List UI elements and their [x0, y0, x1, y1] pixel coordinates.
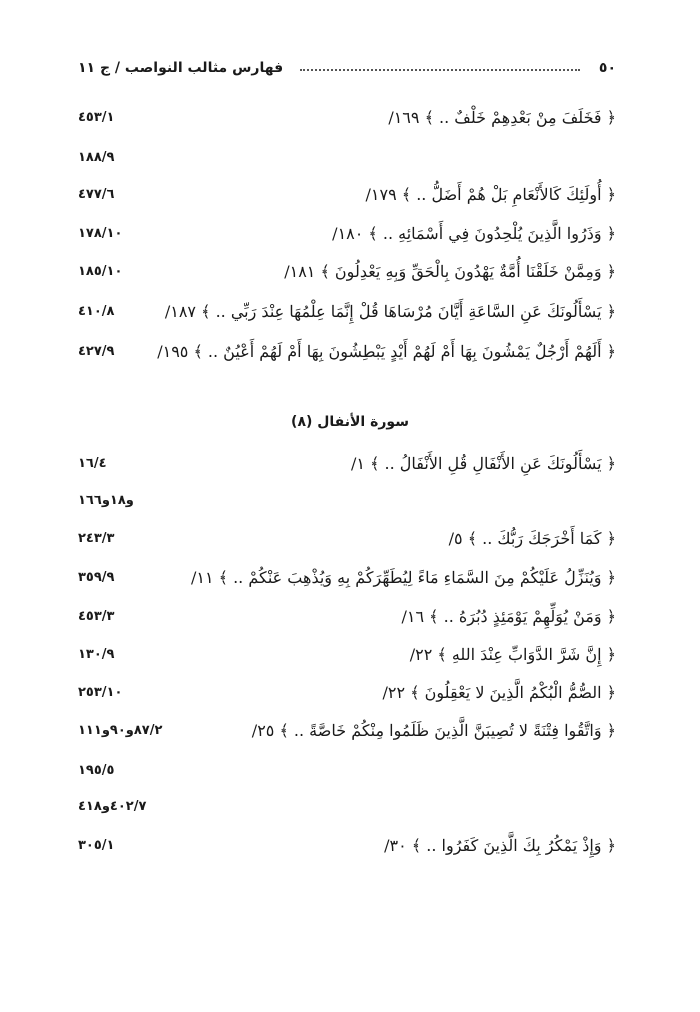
page-reference: ٤٢٧/٩	[78, 344, 115, 359]
verse-text: ﴿ كَمَا أَخْرَجَكَ رَبُّكَ .. ﴾ ٥/	[448, 529, 616, 548]
index-entry	[78, 219, 616, 249]
verse-text: ﴿ وَيُنَزِّلُ عَلَيْكُمْ مِنَ السَّمَاءِ مَاءً لِيُطَهِّرَكُمْ بِهِ وَيُذْهِبَ عَنْكُمْ .. ﴾ ١١/	[190, 568, 616, 587]
index-entry	[78, 756, 616, 786]
index-entry	[78, 563, 616, 593]
verse-text: ﴿ أُولَئِكَ كَالأَنْعَامِ بَلْ هُمْ أَضَلُّ .. ﴾ ١٧٩/	[365, 185, 616, 204]
surah-heading: سورة الأنفال (٨)	[291, 414, 409, 430]
page-reference: ٤٥٣/٣	[78, 609, 115, 624]
page-reference: ١٣٠/٩	[78, 647, 115, 662]
verse-text: ﴿ وَإِذْ يَمْكُرُ بِكَ الَّذِينَ كَفَرُوا .. ﴾ ٣٠/	[384, 836, 616, 855]
page-reference: و١٨و١٦٦	[78, 493, 134, 508]
index-entry	[78, 297, 616, 327]
verse-text: ﴿ فَخَلَفَ مِنْ بَعْدِهِمْ خَلْفٌ .. ﴾ ١٦٩/	[388, 108, 616, 127]
verse-text: ﴿ وَمِمَّنْ خَلَقْنَا أُمَّةٌ يَهْدُونَ بِالْحَقِّ وَبِهِ يَعْدِلُونَ ﴾ ١٨١/	[284, 262, 616, 281]
page-reference: ٤٥٣/١	[78, 110, 115, 125]
page-reference: ٨٧/٢و٩٠و١١١	[78, 723, 163, 738]
page-reference: ٤١٠/٨	[78, 304, 115, 319]
index-entry	[78, 524, 616, 554]
index-entry	[78, 143, 616, 173]
page-reference: ١٨٥/١٠	[78, 264, 123, 279]
index-entry	[78, 831, 616, 861]
index-entry	[78, 678, 616, 708]
page-reference: ١٦/٤	[78, 456, 107, 471]
page-reference: ٤٧٧/٦	[78, 187, 115, 202]
verse-text: ﴿ وَاتَّقُوا فِتْنَةً لا تُصِيبَنَّ الَّذِينَ ظَلَمُوا مِنْكُمْ خَاصَّةً .. ﴾ ٢٥/	[251, 721, 616, 740]
page-reference: ٢٥٣/١٠	[78, 685, 123, 700]
index-entry	[78, 103, 616, 133]
page-reference: ١٩٥/٥	[78, 763, 115, 778]
index-entry	[78, 449, 616, 479]
index-entry	[78, 257, 616, 287]
verse-text: ﴿ أَلَهُمْ أَرْجُلٌ يَمْشُونَ بِهَا أَمْ لَهُمْ أَيْدٍ يَبْطِشُونَ بِهَا أَمْ لَهُمْ أَعْيُنٌ .. ﴾ ١٩٥/	[157, 342, 616, 361]
index-entry	[78, 792, 616, 822]
verse-text: ﴿ يَسْأَلُونَكَ عَنِ السَّاعَةِ أَيَّانَ مُرْسَاهَا قُلْ إِنَّمَا عِلْمُهَا عِنْدَ رَبِّي .. ﴾ ١٨٧/	[164, 302, 616, 321]
page-reference: ١٧٨/١٠	[78, 226, 123, 241]
index-entry	[78, 486, 616, 516]
page-reference: ٤٠٢/٧و٤١٨	[78, 799, 147, 814]
index-entry	[78, 716, 616, 746]
header-leader-dots	[300, 69, 580, 71]
page-reference: ٣٥٩/٩	[78, 570, 115, 585]
page-reference: ١٨٨/٩	[78, 150, 115, 165]
index-entry	[78, 180, 616, 210]
verse-text: ﴿ وَمَنْ يُوَلِّهِمْ يَوْمَئِذٍ دُبُرَهُ .. ﴾ ١٦/	[401, 607, 616, 626]
verse-text: ﴿ إِنَّ شَرَّ الدَّوَابِّ عِنْدَ اللهِ ﴾ ٢٢/	[409, 645, 616, 664]
book-title: فهارس مثالب النواصب / ج ١١	[78, 60, 284, 76]
verse-text: ﴿ وَذَرُوا الَّذِينَ يُلْحِدُونَ فِي أَسْمَائِهِ .. ﴾ ١٨٠/	[332, 224, 616, 243]
page-reference: ٣٠٥/١	[78, 838, 115, 853]
index-entry	[78, 640, 616, 670]
index-entry	[78, 602, 616, 632]
verse-text: ﴿ يَسْأَلُونَكَ عَنِ الأَنْفَالِ قُلِ الأَنْفَالُ .. ﴾ ١/	[351, 454, 616, 473]
page-reference: ٢٤٣/٣	[78, 531, 115, 546]
page-header	[78, 60, 616, 84]
verse-text: ﴿ الصُّمُّ الْبُكْمُ الَّذِينَ لا يَعْقِلُونَ ﴾ ٢٢/	[382, 683, 616, 702]
page-number: ٥٠	[598, 60, 616, 76]
index-entry	[78, 337, 616, 367]
